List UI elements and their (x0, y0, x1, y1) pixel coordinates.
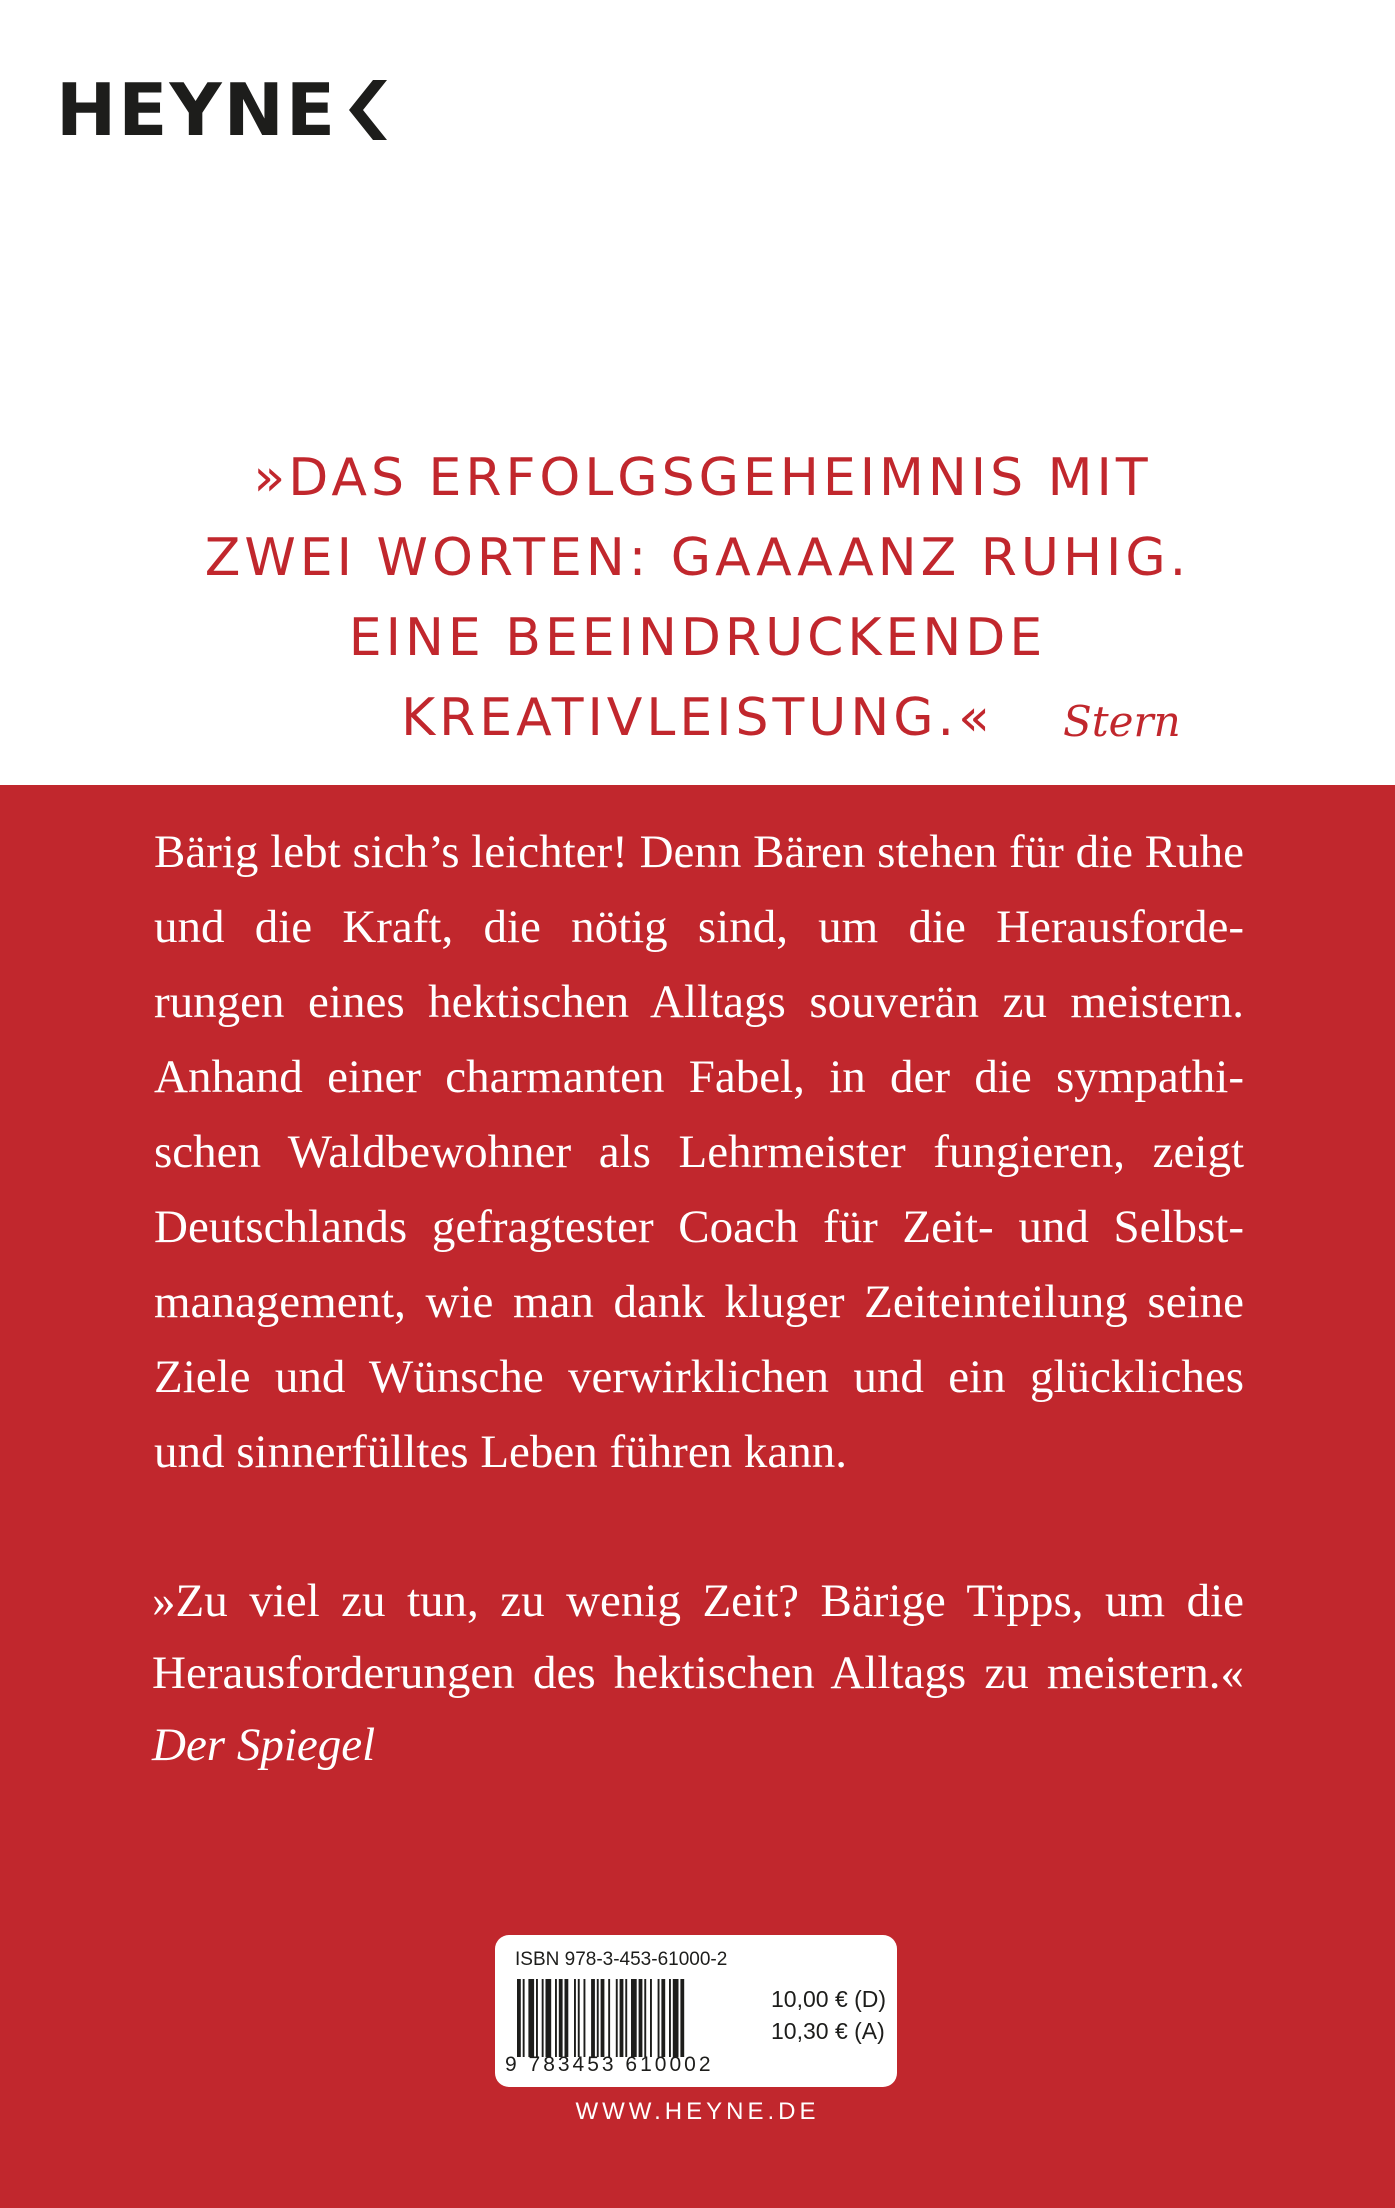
blurb-line: schen Waldbewohner als Lehrmeister fungieren, zeigt (154, 1126, 1244, 1178)
quote-line: EINE BEEINDRUCKENDE (348, 608, 1047, 668)
blurb-line: und die Kraft, die nötig sind, um die Herausforde- (154, 901, 1244, 953)
barcode-bar (644, 1979, 646, 2057)
barcode-bar (536, 1979, 538, 2057)
barcode-icon (517, 1979, 749, 2057)
quote-source: Stern (1063, 697, 1181, 746)
blurb-line: Deutschlands gefragtester Coach für Zeit- und Selbst- (154, 1201, 1244, 1253)
barcode-bar (608, 1979, 610, 2057)
quote-line: KREATIVLEISTUNG.« (401, 688, 994, 748)
blurb-line: Bärig lebt sich’s leichter! Denn Bären stehen für die Ruhe (154, 826, 1244, 878)
barcode-bar (673, 1979, 679, 2057)
price-austria: 10,30 € (A) (771, 2018, 885, 2044)
publisher-website: WWW.HEYNE.DE (575, 2098, 820, 2125)
price-germany: 10,00 € (D) (771, 1986, 887, 2012)
press-quote (0, 438, 1395, 758)
quote-last-line (0, 678, 1395, 758)
barcode-bar (601, 1979, 605, 2057)
barcode-bar (565, 1979, 569, 2057)
white-header-area (0, 0, 1395, 785)
barcode-bar (625, 1979, 627, 2057)
barcode-bar (591, 1979, 595, 2057)
review-source: Der Spiegel (152, 1719, 376, 1771)
barcode-bar (517, 1979, 521, 2057)
review-quote (152, 1565, 1244, 1781)
blurb-line: rungen eines hektischen Alltags souverän zu meistern. (154, 976, 1244, 1028)
barcode-bar (661, 1979, 665, 2057)
barcode-bar (584, 1979, 586, 2057)
blurb-line: und sinnerfülltes Leben führen kann. (154, 1426, 848, 1478)
barcode-bar (639, 1979, 643, 2057)
barcode-bar (650, 1979, 652, 2057)
barcode-bar (555, 1979, 557, 2057)
publisher-name: HEYNE (56, 68, 338, 152)
barcode-bar (620, 1979, 624, 2057)
price-block (771, 1983, 886, 2047)
review-line: Herausforderungen des hektischen Alltags zu meistern.« (152, 1647, 1244, 1699)
barcode-bar (574, 1979, 576, 2057)
barcode-bar (523, 1979, 525, 2057)
barcode-bar (658, 1979, 660, 2057)
barcode-bar (542, 1979, 544, 2057)
barcode-bar (546, 1979, 552, 2057)
barcode-bar (578, 1979, 580, 2057)
blurb-line: Ziele und Wünsche verwirklichen und ein glückliches (154, 1351, 1244, 1403)
barcode-bar (528, 1979, 534, 2057)
blurb-line: management, wie man dank kluger Zeiteinteilung seine (154, 1276, 1244, 1328)
isbn-text: ISBN 978-3-453-61000-2 (515, 1949, 728, 1970)
review-line: »Zu viel zu tun, zu wenig Zeit? Bärige Tipps, um die (152, 1575, 1244, 1627)
barcode-bar (680, 1979, 684, 2057)
quote-line: ZWEI WORTEN: GAAAANZ RUHIG. (204, 528, 1191, 588)
barcode-bar (616, 1979, 618, 2057)
blurb-line: Anhand einer charmanten Fabel, in der die sympathi- (154, 1051, 1244, 1103)
publisher-logo (56, 70, 391, 150)
barcode-label (495, 1935, 897, 2087)
barcode-bar (559, 1979, 563, 2057)
barcode-digits: 9 783453 610002 (505, 2053, 714, 2076)
chevron-left-icon (347, 80, 391, 140)
barcode-bar (597, 1979, 599, 2057)
quote-line: »DAS ERFOLGSGEHEIMNIS MIT (253, 448, 1152, 508)
blurb-paragraph (154, 815, 1244, 1490)
barcode-bar (631, 1979, 637, 2057)
barcode-bar (669, 1979, 671, 2057)
